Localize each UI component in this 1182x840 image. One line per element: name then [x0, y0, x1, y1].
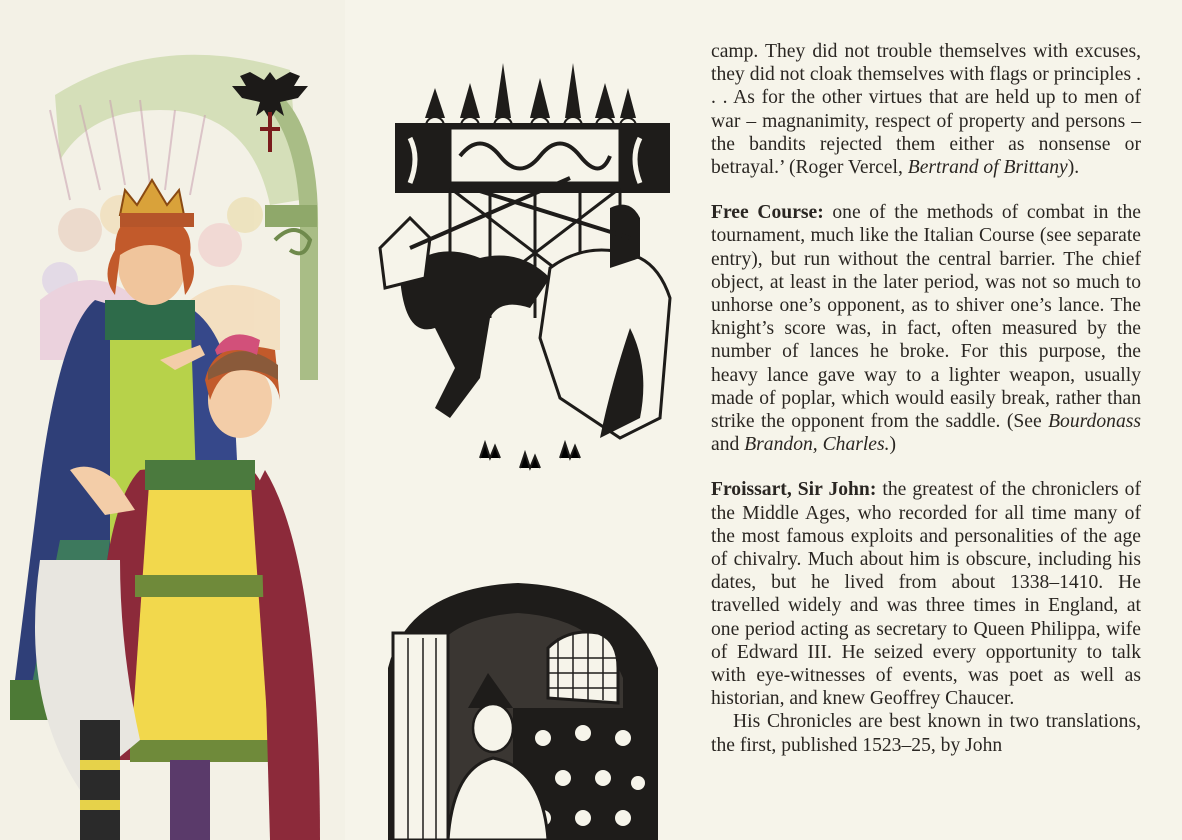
paragraph-camp-quote: camp. They did not trouble themselves with excuses, they did not cloak themselves with flags or principles . . . As for the other virtues that are held up to men of war – magnanimity, respect of property and persons – the bandits rejected them either as nonsense or betrayal.’ (Roger Vercel, Bertrand of Brittany). — [711, 41, 1141, 179]
citation-title: Bertrand of Brittany — [907, 157, 1068, 179]
woodcut-tournament-illustration — [370, 48, 690, 488]
paragraph-chronicles: His Chronicles are best known in two translations, the first, published 1523–25, by John — [711, 711, 1141, 756]
entry-free-course: Free Course: one of the methods of combat in the tournament, much like the Italian Course (see separate entry), but run without the central barrier. The chief object, at least in the later period, was not so much to unhorse one’s opponent, as to shiver one’s lance. The knight’s score was, in fact, often measured by the number of lances he broke. For this purpose, the heavy lance gave way to a lighter weapon, usually made of poplar, which would easily break, rather than strike the opponent from the saddle. (See Bourdonass and Brandon, Charles.) — [711, 202, 1141, 456]
cross-reference-brandon: Brandon, Charles. — [744, 434, 890, 456]
headword-froissart: Froissart, Sir John: — [711, 479, 877, 501]
entry-froissart: Froissart, Sir John: the greatest of the chroniclers of the Middle Ages, who recorded for all time many of the most famous exploits and personalities of the age of chivalry. Much about him is obscure, including his dates, but he lived from about 1338–1410. He travelled widely and was three times in England, at one period acting as secretary to Queen Philippa, wife of Edward III. He seized every opportunity to talk with eye-witnesses of events, was poet as well as historian, and knew Geoffrey Chaucer. — [711, 479, 1141, 710]
woodcut-chronicler-illustration — [368, 578, 668, 840]
cross-reference-bourdonass: Bourdonass — [1048, 411, 1141, 433]
color-illustration-two-kings — [0, 0, 345, 840]
entry-text-column — [711, 40, 1141, 757]
headword-free-course: Free Course: — [711, 202, 824, 224]
